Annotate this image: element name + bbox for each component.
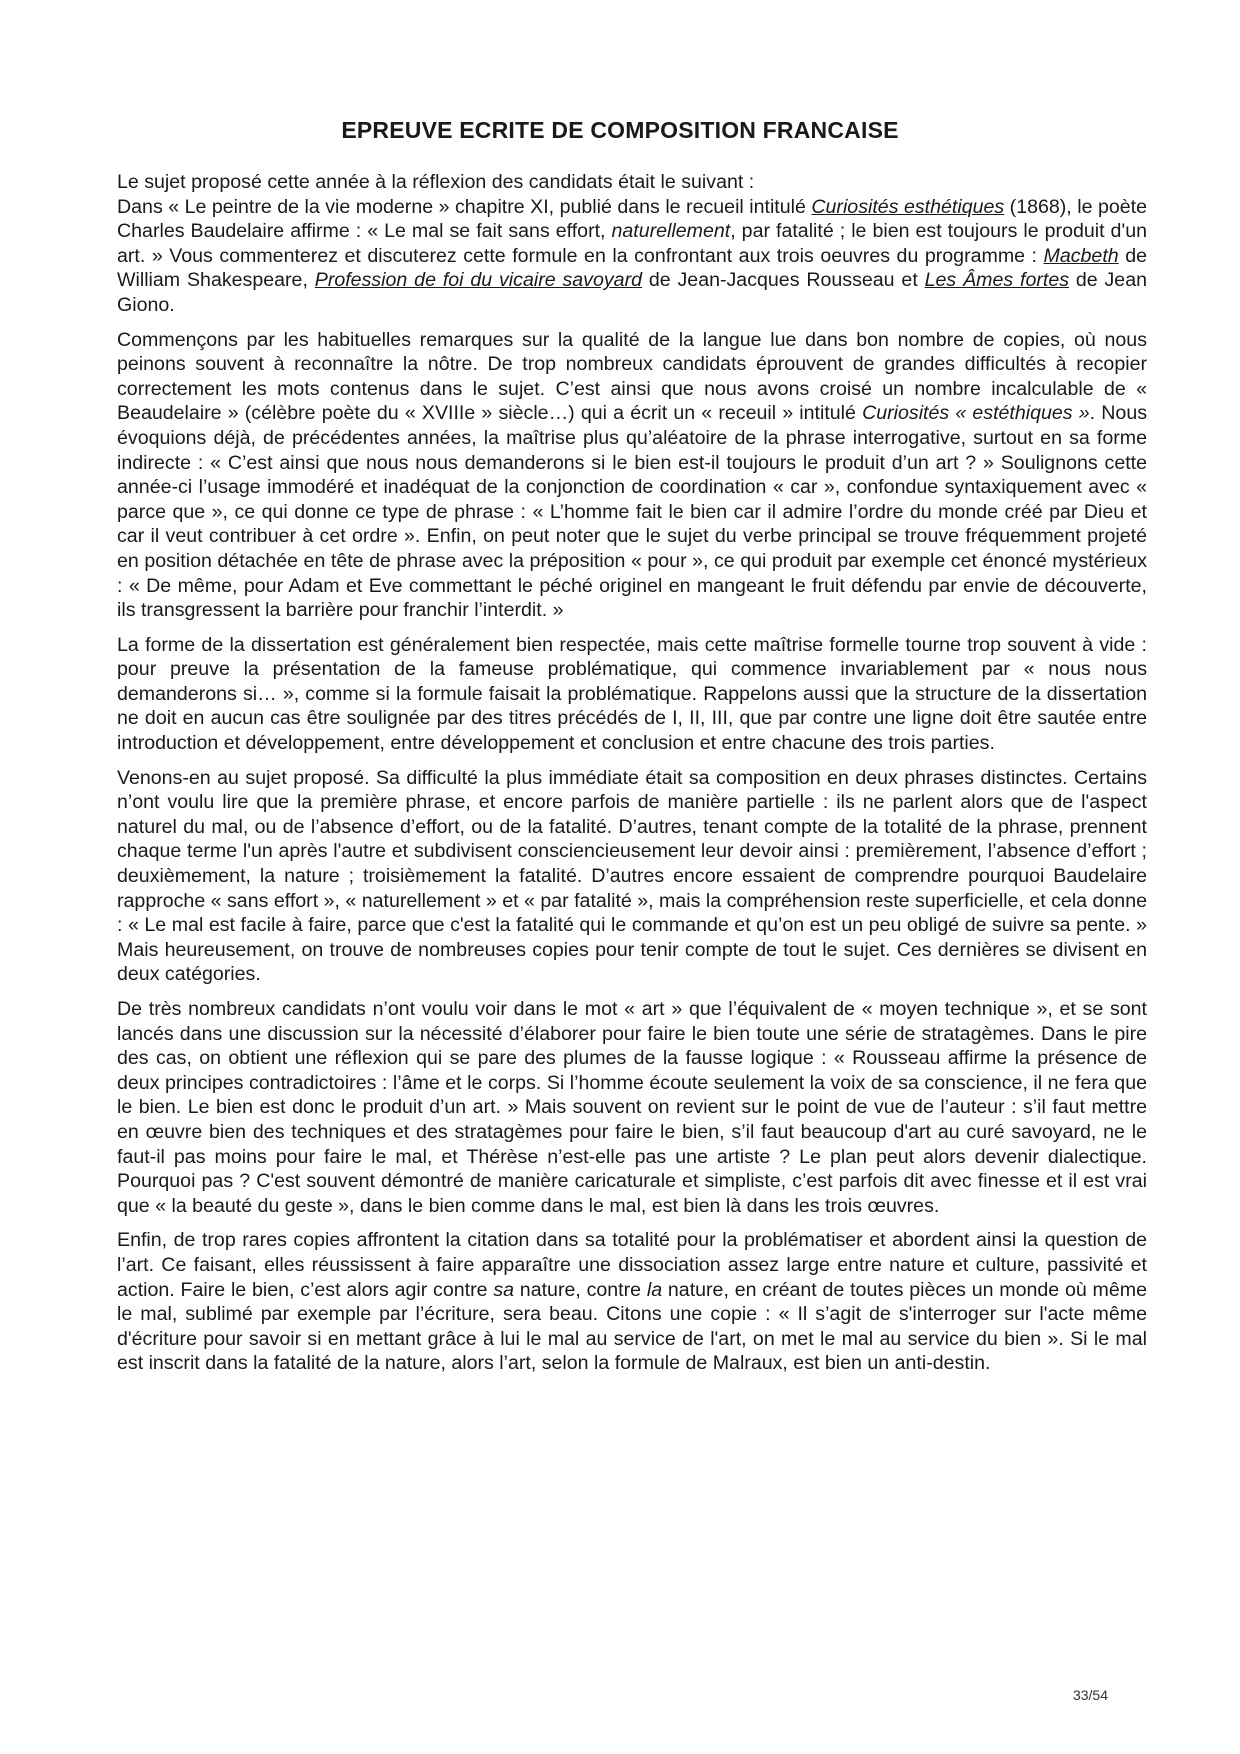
p2-text-a: Commençons par les habituelles remarques sur la qualité de la langue lue dans bon nombre de copies, où nous peinons souvent à reconnaître la nôtre. De trop nombreux candidats éprouvent de grandes difficultés à recopier correctement les mots contenus dans le sujet. C’est ainsi que nous avons croisé un nombre incalculable de « Beaudelaire » (célèbre poète du « XVIIIe » siècle…) qui a écrit un « receuil » intitulé: [117, 328, 1147, 425]
p2-text-c: . Nous évoquions déjà, de précédentes années, la maîtrise plus qu’aléatoire de la phrase interrogative, surtout en sa forme indirecte : « C’est ainsi que nous nous demanderons si le bien est-il toujours le produit d’un art ? » Soulignons cette année-ci l’usage immodéré et inadéquat de la conjonction de coordination « car », confondue syntaxiquement avec « parce que », ce qui donne ce type de phrase : « L’homme fait le bien car il admire l’ordre du monde créé par Dieu et car il veut contribuer à cet ordre ». Enfin, on peut noter que le sujet du verbe principal se trouve fréquemment projeté en position détachée en tête de phrase avec la préposition « pour », ce qui produit par exemple cet énoncé mystérieux : « De même, pour Adam et Eve commettant le péché originel en mangeant le fruit défendu par envie de découverte, ils transgressent la barrière pour franchir l’interdit. »: [117, 402, 1148, 622]
subject-text-c: (1868), le poète Charles Baudelaire affirme : « Le mal se fait sans effort,: [117, 195, 1147, 243]
work-title-ames-fortes: Les Âmes fortes: [924, 269, 1070, 292]
p6-text-c: nature, contre: [514, 1278, 647, 1301]
subject-text-g: de William Shakespeare,: [117, 244, 1147, 292]
form-paragraph: La forme de la dissertation est généralement bien respectée, mais cette maîtrise formelle tourne trop souvent à vide : pour preuve la présentation de la fameuse problématique, qui commence invariablement par « nous nous demanderons si… », comme si la formule faisait la problématique. Rappelons aussi que la structure de la dissertation ne doit en aucun cas être soulignée par des titres précédés de I, II, III, que par contre une ligne doit être sautée entre introduction et développement, entre développement et conclusion et entre chacune des trois parties.: [117, 633, 1147, 755]
document-body: [117, 170, 1147, 1386]
art-technique-paragraph: De très nombreux candidats n’ont voulu voir dans le mot « art » que l’équivalent de « moyen technique », et se sont lancés dans une discussion sur la nécessité d’élaborer pour faire le bien toute une série de stratagèmes. Dans le pire des cas, on obtient une réflexion qui se pare des plumes de la fausse logique : « Rousseau affirme la présence de deux principes contradictoires : l’âme et le corps. Si l’homme écoute seulement la voix de sa conscience, il ne fera que le bien. Le bien est donc le produit d’un art. » Mais souvent on revient sur le point de vue de l’auteur : s’il faut mettre en œuvre bien des techniques et des stratagèmes pour faire le bien, s’il faut beaucoup d'art au curé savoyard, ne le faut-il pas moins pour faire le mal, et Thérèse n’est-elle pas une artiste ? Le plan peut alors devenir dialectique. Pourquoi pas ? C'est souvent démontré de manière caricaturale et simpliste, c’est parfois dit avec finesse et il est vrai que « la beauté du geste », dans le bien comme dans le mal, est bien là dans les trois œuvres.: [117, 998, 1147, 1217]
subject-text-k: de Jean Giono.: [117, 269, 1148, 316]
subject-text-i: de Jean-Jacques Rousseau et: [642, 269, 925, 292]
work-title-profession: Profession de foi du vicaire savoyard: [314, 269, 642, 292]
subject-text-e: , par fatalité ; le bien est toujours le produit d'un art. » Vous commenterez et discuterez cette formule en la confrontant aux trois oeuvres du programme :: [117, 220, 1147, 267]
conclusion-paragraph: [117, 1228, 1147, 1376]
p6-italic-sa: sa: [493, 1278, 515, 1301]
p2-italic-title: Curiosités « estéthiques »: [862, 402, 1090, 425]
p6-italic-la: la: [646, 1278, 663, 1301]
p6-text-e: nature, en créant de toutes pièces un monde où même le mal, sublimé par exemple par l’écriture, sera beau. Citons une copie : « Il s’agit de s'interroger sur l'acte même d'écriture pour savoir si en mettant grâce à lui le mal au service de l'art, on met le mal au service du bien ». Si le mal est inscrit dans la fatalité de la nature, alors l’art, selon la formule de Malraux, est bien un anti-destin.: [117, 1278, 1147, 1375]
subject-paragraph: [117, 195, 1147, 318]
work-title-macbeth: Macbeth: [1043, 244, 1119, 267]
intro-line: Le sujet proposé cette année à la réflexion des candidats était le suivant :: [117, 171, 755, 193]
subject-analysis-paragraph: Venons-en au sujet proposé. Sa difficulté la plus immédiate était sa composition en deux phrases distinctes. Certains n’ont voulu lire que la première phrase, et encore parfois de manière partielle : ils ne parlent alors que de l'aspect naturel du mal, ou de l’absence d’effort, ou de la fatalité. D’autres, tenant compte de la totalité de la phrase, prennent chaque terme l'un après l'autre et subdivisent consciencieusement leur devoir ainsi : premièrement, l’absence d’effort ; deuxièmement, la nature ; troisièmement la fatalité. D’autres encore essaient de comprendre pourquoi Baudelaire rapproche « sans effort », « naturellement » et « par fatalité », mais la compréhension reste superficielle, et cela donne : « Le mal est facile à faire, parce que c'est la fatalité qui le commande et qu’on est un peu obligé de suivre sa pente. » Mais heureusement, on trouve de nombreuses copies pour tenir compte de tout le sujet. Ces dernières se divisent en deux catégories.: [117, 766, 1147, 986]
page-number: 33/54: [1072, 1687, 1108, 1703]
p6-text-a: Enfin, de trop rares copies affrontent la citation dans sa totalité pour la problématiser et abordent ainsi la question de l’art. Ce faisant, elles réussissent à faire apparaître une dissociation assez large entre nature et culture, passivité et action. Faire le bien, c’est alors agir contre: [117, 1229, 1147, 1301]
page-title: EPREUVE ECRITE DE COMPOSITION FRANCAISE: [341, 117, 899, 143]
language-remarks-paragraph: [117, 328, 1147, 623]
subject-text-a: Dans « Le peintre de la vie moderne » chapitre XI, publié dans le recueil intitulé: [117, 195, 812, 218]
work-title-curiosites: Curiosités esthétiques: [811, 195, 1005, 218]
emphasis-naturellement: naturellement: [611, 220, 731, 243]
